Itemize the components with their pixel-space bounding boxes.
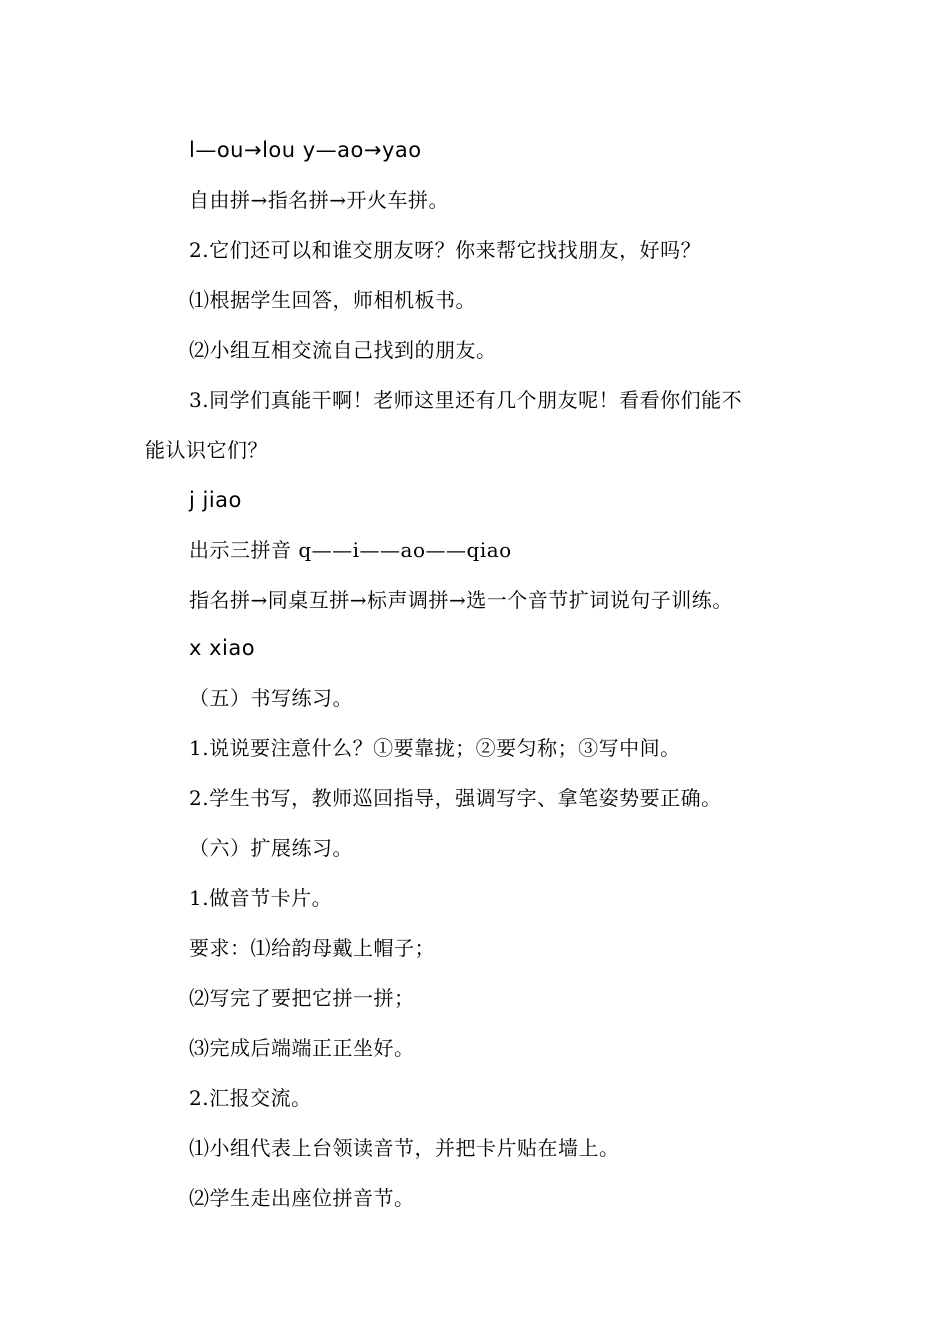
- text-line-sub-1: ⑴根据学生回答，师相机板书。: [189, 288, 476, 312]
- text-line-report-sub-2: ⑵学生走出座位拼音节。: [189, 1186, 415, 1210]
- section-heading-writing-practice: （五）书写练习。: [189, 686, 353, 710]
- text-line-spell-methods: 自由拼→指名拼→开火车拼。: [189, 188, 450, 212]
- text-line-spell-training: 指名拼→同桌互拼→标声调拼→选一个音节扩词说句子训练。: [189, 588, 733, 612]
- pinyin-example-jiao: j jiao: [189, 488, 242, 512]
- section-heading-extension-practice: （六）扩展练习。: [189, 836, 353, 860]
- text-line-sub-2: ⑵小组互相交流自己找到的朋友。: [189, 338, 497, 362]
- text-line-requirement-3: ⑶完成后端端正正坐好。: [189, 1036, 415, 1060]
- text-line-writing-item-2: 2.学生书写，教师巡回指导，强调写字、拿笔姿势要正确。: [189, 786, 722, 810]
- text-line-writing-item-1: 1.说说要注意什么？①要靠拢；②要匀称；③写中间。: [189, 736, 681, 760]
- text-line-item-3-part1: 3.同学们真能干啊！老师这里还有几个朋友呢！看看你们能不: [189, 388, 743, 412]
- pinyin-example-xiao: x xiao: [189, 636, 256, 660]
- text-line-report-sub-1: ⑴小组代表上台领读音节，并把卡片贴在墙上。: [189, 1136, 620, 1160]
- text-line-three-part-spelling: 出示三拼音 q——i——ao——qiao: [189, 538, 512, 562]
- pinyin-example-lou-yao: l—ou→lou y—ao→yao: [189, 138, 422, 162]
- text-line-extension-item-1: 1.做音节卡片。: [189, 886, 333, 910]
- text-line-item-2-question: 2.它们还可以和谁交朋友呀？你来帮它找找朋友，好吗？: [189, 238, 702, 262]
- text-line-requirement-2: ⑵写完了要把它拼一拼；: [189, 986, 415, 1010]
- text-line-item-3-part2: 能认识它们？: [145, 438, 268, 462]
- text-line-requirements: 要求：⑴给韵母戴上帽子；: [189, 936, 435, 960]
- text-line-extension-item-2: 2.汇报交流。: [189, 1086, 312, 1110]
